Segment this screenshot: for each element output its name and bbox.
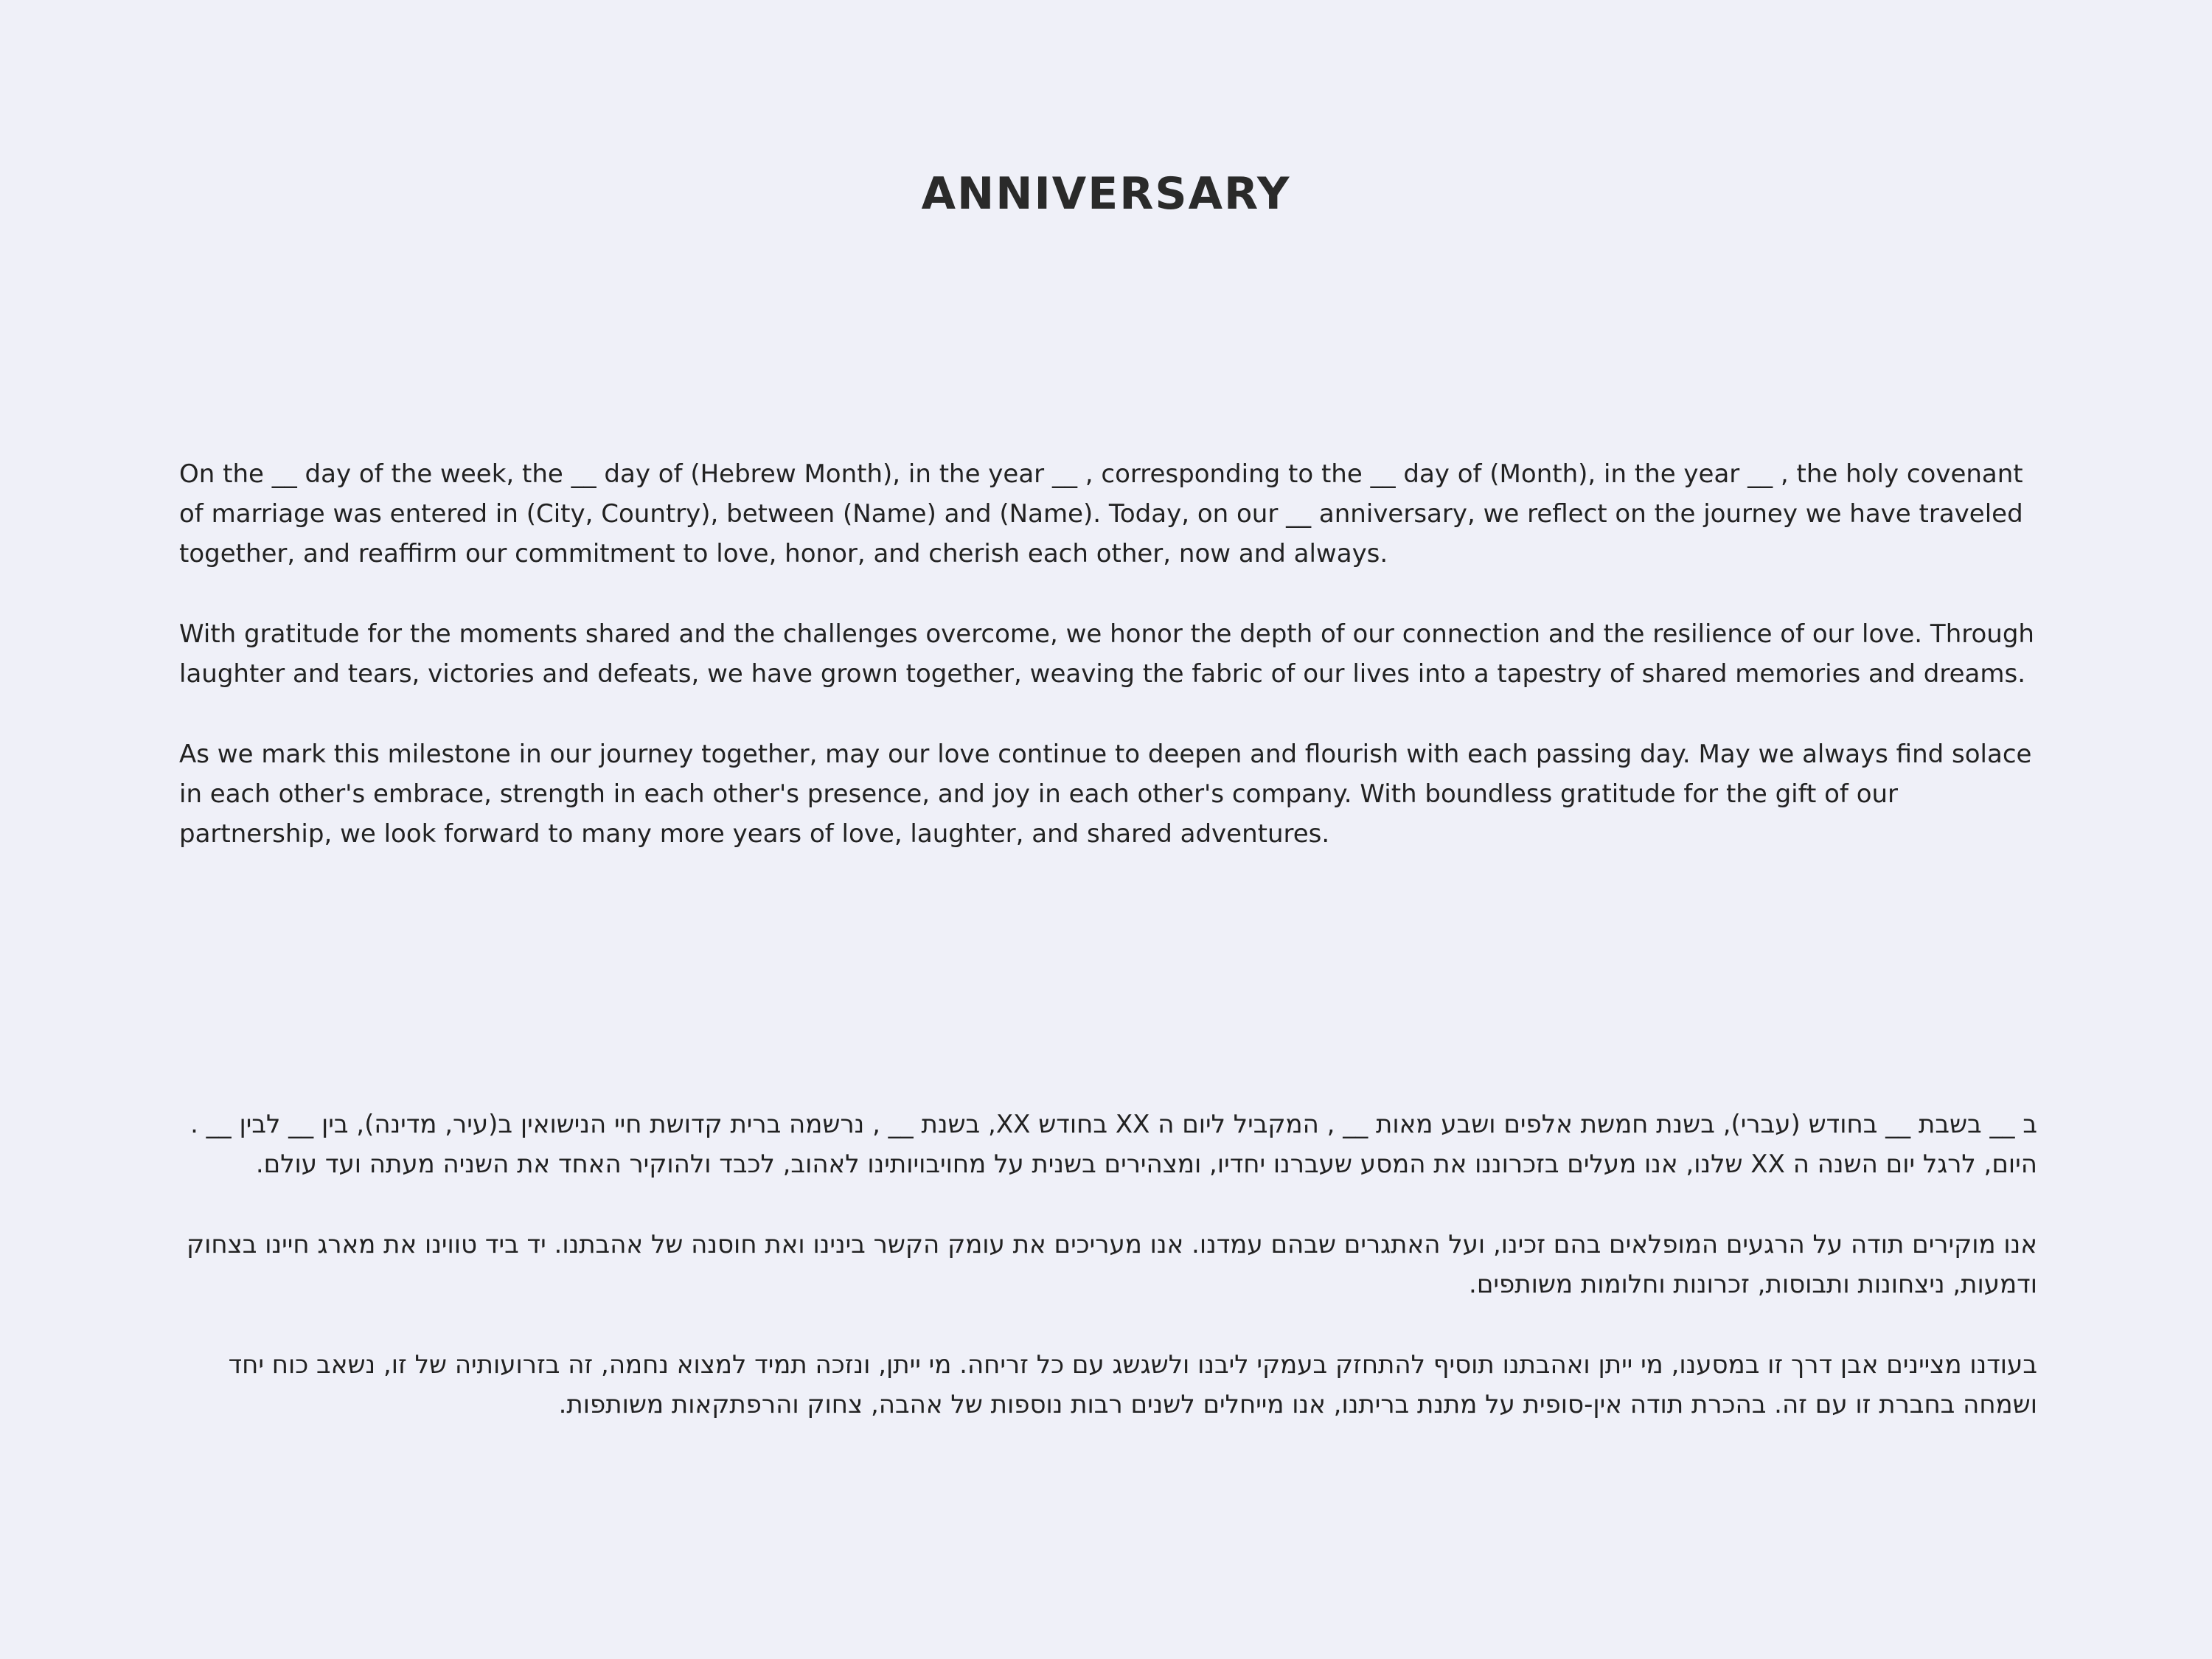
english-paragraph-1: On the __ day of the week, the __ day of (Hebrew Month), in the year __ , corresponding to the __ day of (Month), in the year __ , the holy covenant of marriage was entered in (City, Country), between (Name) and (Name). Today, on our __ anniversary, we reflect on the journey we have traveled together, and reaffirm our commitment to love, honor, and cherish each other, now and always. <box>179 459 2023 568</box>
english-paragraph-2: With gratitude for the moments shared and the challenges overcome, we honor the depth of our connection and the resilience of our love. Through laughter and tears, victories and defeats, we have grown together, weaving the fabric of our lives into a tapestry of shared memories and dreams. <box>179 619 2034 689</box>
hebrew-paragraph-1: ב __ בשבת __ בחודש (עברי), בשנת חמשת אלפים ושבע מאות __ , המקביל ליום ה XX בחודש XX, בשנת __ , נרשמה ברית קדושת חיי הנישואין ב(עיר, מדינה), בין __ לבין __ . היום, לרגל יום השנה ה XX שלנו, אנו מעלים בזכרוננו את המסע שעברנו יחדיו, ומצהירים בשנית על מחויבויותינו לאהוב, לכבד ולהוקיר האחד את השניה מעתה ועד עולם. <box>190 1110 2037 1179</box>
hebrew-paragraph-3: בעודנו מציינים אבן דרך זו במסענו, מי ייתן ואהבתנו תוסיף להתחזק בעמקי ליבנו ולשגשג עם כל זריחה. מי ייתן, ונזכה תמיד למצוא נחמה, זה בזרועותיה של זו, נשאב כוח יחד ושמחה בחברת זו עם זה. בהכרת תודה אין-סופית על מתנת בריתנו, אנו מייחלים לשנים רבות נוספות של אהבה, צחוק והרפתקאות משותפות. <box>228 1350 2037 1419</box>
document-title: ANNIVERSARY <box>921 168 1291 220</box>
english-text-block <box>179 454 2045 894</box>
hebrew-text-block <box>179 1105 2037 1465</box>
hebrew-paragraph-2: אנו מוקירים תודה על הרגעים המופלאים בהם זכינו, ועל האתגרים שבהם עמדנו. אנו מעריכים את עומק הקשר בינינו ואת חוסנה של אהבתנו. יד ביד טווינו את מארג חיינו בצחוק ודמעות, ניצחונות ותבוסות, זכרונות וחלומות משותפים. <box>187 1230 2037 1299</box>
english-paragraph-3: As we mark this milestone in our journey together, may our love continue to deepen and flourish with each passing day. May we always find solace in each other's embrace, strength in each other's presence, and joy in each other's company. With boundless gratitude for the gift of our partnership, we look forward to many more years of love, laughter, and shared adventures. <box>179 740 2032 849</box>
